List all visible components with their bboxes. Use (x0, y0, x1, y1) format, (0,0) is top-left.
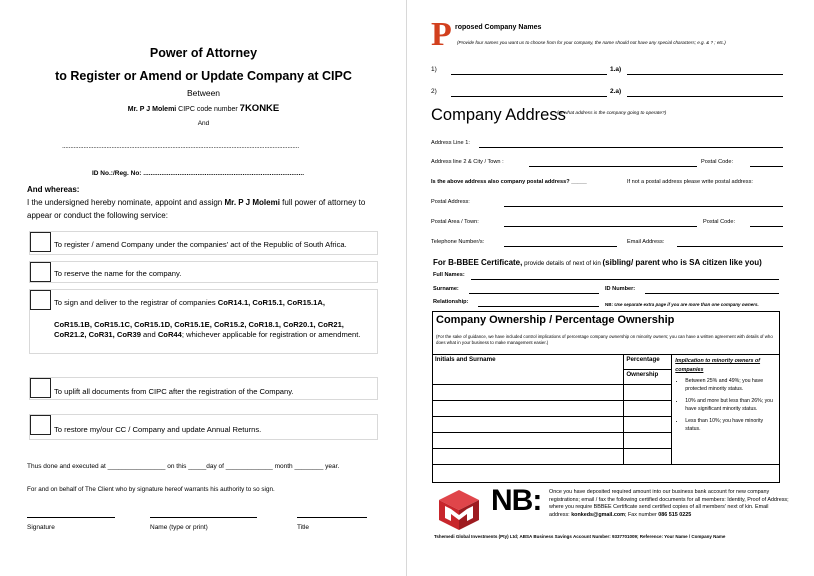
implication-item: • Between 25% and 49%; you have protected minority status. (685, 377, 779, 393)
address-line2-field[interactable] (529, 166, 697, 167)
relationship-label: Relationship: (433, 299, 469, 305)
item-forms: CoR15.1B, CoR15.1C, CoR15.1D, CoR15.1E, CoR15.2, CoR18.1, CoR20.1, CoR21, CoR21.2, CoR31, CoR39 and CoR44; whichever applicable for registration or amendment. (54, 320, 361, 339)
address-line1-label: Address Line 1: (431, 140, 470, 146)
title-label: Title (297, 524, 310, 531)
name-field-1[interactable] (451, 74, 607, 75)
name-field-2a[interactable] (627, 96, 783, 97)
checkbox-reserve[interactable] (30, 262, 51, 282)
name-label: Name (type or print) (150, 524, 208, 531)
company-details-page (407, 0, 814, 576)
nb-instructions: Once you have deposited required amount into our business bank account for new company registrations; email / fax the following certified documents for all members: Identity, Proof of Address; where you require BBBEE Certificate send certified copies of all members' next of kin. Email address: konkeds@gmail.com; Fax number 086 515 0225 (549, 489, 789, 518)
nb-heading: NB: (491, 484, 542, 517)
ownership-heading: Company Ownership / Percentage Ownership (436, 314, 675, 326)
postal-code2-field[interactable] (750, 226, 783, 227)
telephone-field[interactable] (504, 246, 617, 247)
authority-statement: For and on behalf of The Client who by signature hereof warrants his authority to so sign. (27, 486, 275, 493)
and-label: And (197, 120, 210, 127)
company-address-note: (at what address is the company going to operate?) (557, 111, 667, 116)
checkbox-sign-deliver[interactable] (30, 290, 51, 310)
service-item-reserve (29, 261, 378, 283)
implication-item: • 10% and more but less than 26%; you have significant minority status. (685, 397, 779, 413)
proposed-names-heading: roposed Company Names (455, 24, 542, 31)
id-reg-line[interactable]: ID No.:/Reg. No: ......................................................................................... (92, 170, 304, 177)
bank-details-footer: Tshemedi Global Investments (Pty) Ltd; ABSA Business Savings Account Number: 9337701009; Reference: Your Name / Company Name (434, 534, 726, 539)
owner-name-cell[interactable] (433, 385, 624, 401)
id-number-label: ID Number: (605, 286, 636, 292)
service-item-sign-deliver (29, 289, 378, 354)
execution-line[interactable]: Thus done and executed at ________________ on this _____day of _____________ month ________ year. (27, 463, 340, 470)
nomination-paragraph: I the undersigned hereby nominate, appoint and assign Mr. P J Molemi full power of attorney to appear or conduct the following service: (27, 198, 366, 220)
name-label-1a: 1.a) (610, 66, 622, 73)
service-item-uplift (29, 377, 378, 400)
surname-field[interactable] (469, 293, 599, 294)
checkbox-restore[interactable] (30, 415, 51, 435)
relationship-field[interactable] (478, 306, 599, 307)
checkbox-register[interactable] (30, 232, 51, 252)
name-field-1a[interactable] (627, 74, 783, 75)
address-line1-field[interactable] (479, 147, 783, 148)
col-initials-surname: Initials and Surname (433, 355, 624, 385)
agent-name-line[interactable]: ................................................................................................................................................ (62, 143, 299, 150)
owner-name-cell[interactable] (433, 449, 624, 465)
owner-name-cell[interactable] (433, 433, 624, 449)
bbee-heading: For B-BBEE Certificate, provide details of next of kin (sibling/ parent who is SA citizen like you) (433, 258, 762, 267)
owner-pct-cell[interactable] (624, 417, 672, 433)
checkbox-uplift[interactable] (30, 378, 51, 398)
implication-item: • Less than 10%; you have minority status. (685, 417, 779, 433)
postal-question[interactable]: Is the above address also company postal address? _____ (431, 179, 587, 185)
postal-address-field[interactable] (504, 206, 783, 207)
ownership-guidance: (For the sake of guidance, we have included control implications of percentage company ownership on minority owners; you can have a written agreement with details of who does what in your business to make management easier.) (436, 334, 773, 345)
postal-area-label: Postal Area / Town: (431, 219, 479, 225)
service-item-register (29, 231, 378, 255)
company-logo-icon (437, 488, 481, 532)
title-line-1: Power of Attorney (149, 46, 258, 60)
title-line[interactable] (297, 517, 367, 518)
client-line: Mr. P J Molemi CIPC code number 7KONKE (127, 103, 280, 114)
postal-area-field[interactable] (504, 226, 697, 227)
name-label-1: 1) (431, 66, 437, 73)
implications-list (672, 377, 779, 433)
ownership-table (432, 354, 780, 465)
owner-pct-cell[interactable] (624, 385, 672, 401)
owner-pct-cell[interactable] (624, 449, 672, 465)
item-label: To uplift all documents from CIPC after the registration of the Company. (54, 387, 294, 396)
extra-page-note: NB: Use separate extra page if you are more than one company owners. (605, 302, 759, 307)
proposed-names-instructions: (Provide four names you want us to choose from for your company, the name should not have any special characters; e.g. & ? ; etc.) (457, 40, 726, 45)
name-label-2a: 2.a) (610, 88, 622, 95)
col-percentage: Percentage Ownership (624, 355, 672, 385)
postal-address-label: Postal Address: (431, 199, 470, 205)
owner-name-cell[interactable] (433, 417, 624, 433)
item-label: To register / amend Company under the companies' act of the Republic of South Africa. (54, 240, 347, 249)
postal-code-label: Postal Code: (701, 159, 734, 165)
owner-pct-cell[interactable] (624, 433, 672, 449)
postal-note: If not a postal address please write postal address: (627, 179, 753, 185)
between-label: Between (186, 88, 221, 98)
id-number-field[interactable] (645, 293, 779, 294)
owner-name-cell[interactable] (433, 401, 624, 417)
dropcap-letter: P (431, 16, 452, 53)
title-line-2: to Register or Amend or Update Company at CIPC (55, 69, 352, 83)
name-field-2[interactable] (451, 96, 607, 97)
postal-code2-label: Postal Code: (703, 219, 736, 225)
item-label: To reserve the name for the company. (54, 269, 182, 278)
email-field[interactable] (677, 246, 783, 247)
item-label: To restore my/our CC / Company and update Annual Returns. (54, 425, 262, 434)
name-label-2: 2) (431, 88, 437, 95)
surname-label: Surname: (433, 286, 459, 292)
full-names-field[interactable] (471, 279, 779, 280)
owner-pct-cell[interactable] (624, 401, 672, 417)
signature-label: Signature (27, 524, 55, 531)
company-address-heading: Company Address (431, 106, 566, 124)
service-item-restore (29, 414, 378, 440)
whereas-heading: And whereas: (27, 185, 80, 194)
signature-line[interactable] (27, 517, 115, 518)
telephone-label: Telephone Number/s: (431, 239, 485, 245)
address-line2-label: Address line 2 & City / Town : (431, 159, 504, 165)
full-names-label: Full Names: (433, 272, 465, 278)
implications-heading: Implication to minority owners of companies (675, 358, 761, 373)
postal-code-field[interactable] (750, 166, 783, 167)
email-label: Email Address: (627, 239, 665, 245)
name-line[interactable] (150, 517, 257, 518)
item-label: To sign and deliver to the registrar of companies CoR14.1, CoR15.1, CoR15.1A, (54, 298, 325, 307)
implications-cell (672, 355, 780, 465)
